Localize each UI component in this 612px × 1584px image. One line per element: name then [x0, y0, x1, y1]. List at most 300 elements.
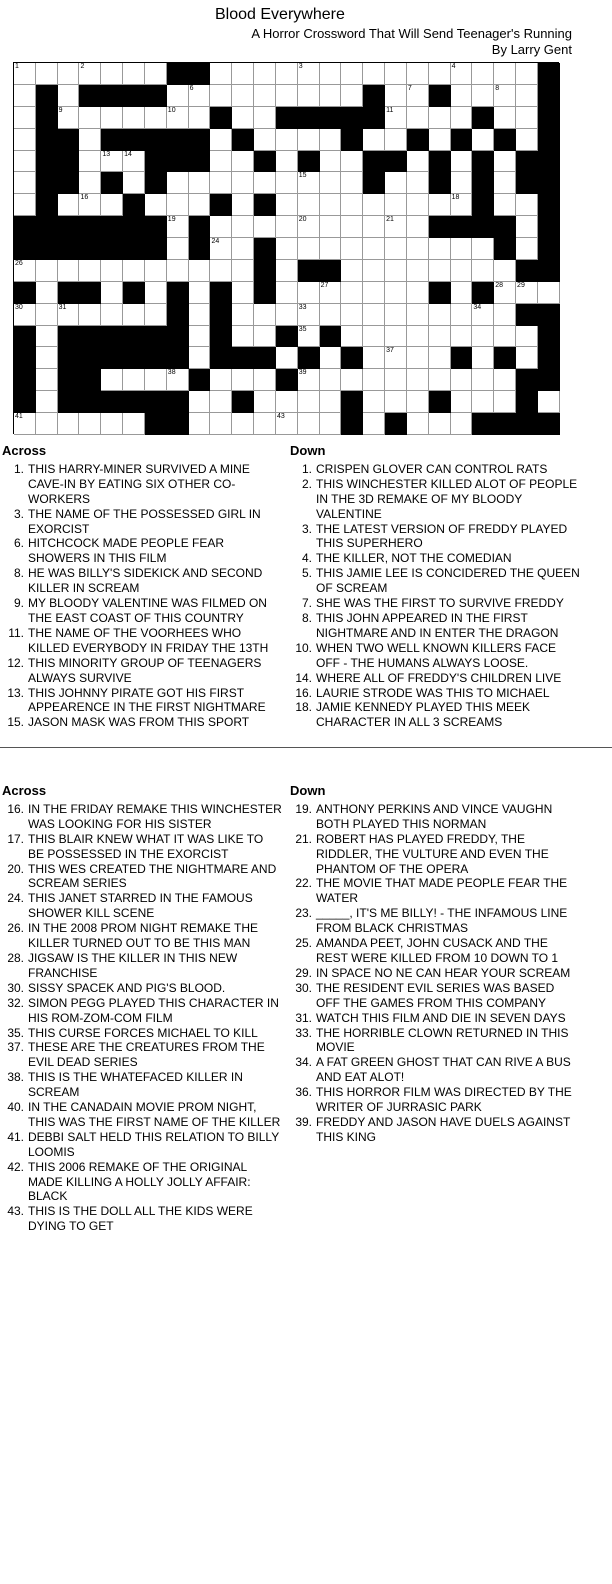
grid-cell[interactable]	[494, 260, 516, 282]
clue-number: 29	[517, 281, 525, 289]
grid-cell[interactable]	[101, 107, 123, 129]
grid-cell[interactable]	[167, 172, 189, 194]
grid-cell[interactable]	[407, 282, 429, 304]
grid-cell[interactable]	[210, 391, 232, 413]
grid-cell[interactable]	[385, 85, 407, 107]
grid-cell[interactable]	[451, 194, 473, 216]
grid-cell[interactable]	[276, 216, 298, 238]
grid-cell[interactable]	[79, 304, 101, 326]
grid-cell[interactable]	[167, 216, 189, 238]
grid-cell[interactable]	[341, 151, 363, 173]
grid-cell[interactable]	[451, 172, 473, 194]
grid-cell[interactable]	[363, 129, 385, 151]
grid-cell[interactable]	[14, 413, 36, 435]
grid-cell[interactable]	[451, 391, 473, 413]
grid-cell[interactable]	[145, 282, 167, 304]
grid-cell[interactable]	[451, 282, 473, 304]
grid-cell[interactable]	[101, 194, 123, 216]
grid-cell[interactable]	[363, 413, 385, 435]
grid-cell[interactable]	[123, 304, 145, 326]
grid-cell[interactable]	[407, 85, 429, 107]
grid-cell[interactable]	[36, 391, 58, 413]
grid-cell[interactable]	[298, 172, 320, 194]
grid-cell[interactable]	[320, 347, 342, 369]
grid-cell[interactable]	[58, 85, 80, 107]
grid-cell[interactable]	[385, 347, 407, 369]
grid-cell[interactable]	[385, 194, 407, 216]
grid-cell[interactable]	[189, 282, 211, 304]
grid-cell[interactable]	[58, 107, 80, 129]
grid-cell[interactable]	[189, 304, 211, 326]
grid-cell[interactable]	[14, 129, 36, 151]
grid-cell[interactable]	[407, 151, 429, 173]
grid-cell[interactable]	[516, 194, 538, 216]
grid-cell[interactable]	[538, 391, 560, 413]
grid-cell[interactable]	[363, 369, 385, 391]
grid-cell[interactable]	[167, 107, 189, 129]
grid-cell[interactable]	[210, 151, 232, 173]
grid-cell[interactable]	[210, 260, 232, 282]
grid-block	[79, 347, 101, 369]
grid-cell[interactable]	[363, 238, 385, 260]
grid-cell[interactable]	[341, 260, 363, 282]
grid-cell[interactable]	[210, 63, 232, 85]
grid-cell[interactable]	[79, 413, 101, 435]
grid-cell[interactable]	[363, 304, 385, 326]
grid-cell[interactable]	[276, 85, 298, 107]
grid-cell[interactable]	[385, 282, 407, 304]
grid-cell[interactable]	[472, 369, 494, 391]
grid-cell[interactable]	[451, 369, 473, 391]
grid-cell[interactable]	[429, 194, 451, 216]
grid-cell[interactable]	[58, 304, 80, 326]
grid-cell[interactable]	[320, 413, 342, 435]
grid-cell[interactable]	[189, 260, 211, 282]
grid-block	[58, 326, 80, 348]
grid-cell[interactable]	[210, 413, 232, 435]
grid-block	[538, 85, 560, 107]
clue-item	[290, 1011, 580, 1026]
grid-cell[interactable]	[79, 194, 101, 216]
grid-cell[interactable]	[472, 129, 494, 151]
grid-cell[interactable]	[407, 391, 429, 413]
grid-cell[interactable]	[298, 194, 320, 216]
grid-cell[interactable]	[254, 85, 276, 107]
grid-cell[interactable]	[36, 413, 58, 435]
grid-cell[interactable]	[14, 304, 36, 326]
grid-cell[interactable]	[385, 326, 407, 348]
grid-cell[interactable]	[429, 413, 451, 435]
grid-cell[interactable]	[516, 326, 538, 348]
grid-cell[interactable]	[298, 304, 320, 326]
grid-block	[538, 347, 560, 369]
grid-cell[interactable]	[363, 194, 385, 216]
across-clues-page1	[2, 444, 282, 730]
clue-text: THIS JAMIE LEE IS CONCIDERED THE QUEEN OF SCREAM	[316, 566, 580, 596]
grid-cell[interactable]	[123, 172, 145, 194]
grid-cell[interactable]	[232, 369, 254, 391]
grid-cell[interactable]	[232, 413, 254, 435]
grid-cell[interactable]	[385, 369, 407, 391]
grid-cell[interactable]	[101, 413, 123, 435]
grid-cell[interactable]	[494, 85, 516, 107]
grid-cell[interactable]	[101, 282, 123, 304]
grid-cell[interactable]	[516, 282, 538, 304]
clue-text: HE WAS BILLY'S SIDEKICK AND SECOND KILLER IN SCREAM	[28, 566, 263, 596]
grid-cell[interactable]	[123, 260, 145, 282]
grid-block	[145, 85, 167, 107]
grid-cell[interactable]	[145, 260, 167, 282]
grid-cell[interactable]	[298, 391, 320, 413]
grid-cell[interactable]	[167, 85, 189, 107]
grid-cell[interactable]	[363, 391, 385, 413]
grid-cell[interactable]	[429, 238, 451, 260]
clue-number: 38	[167, 369, 176, 377]
grid-cell[interactable]	[123, 63, 145, 85]
grid-cell[interactable]	[101, 304, 123, 326]
grid-cell[interactable]	[36, 63, 58, 85]
grid-cell[interactable]	[451, 260, 473, 282]
grid-cell[interactable]	[429, 304, 451, 326]
grid-cell[interactable]	[341, 282, 363, 304]
grid-cell[interactable]	[254, 107, 276, 129]
grid-cell[interactable]	[254, 129, 276, 151]
grid-cell[interactable]	[210, 216, 232, 238]
grid-cell[interactable]	[407, 107, 429, 129]
grid-cell[interactable]	[407, 216, 429, 238]
grid-cell[interactable]	[167, 238, 189, 260]
grid-cell[interactable]	[429, 129, 451, 151]
grid-cell[interactable]	[276, 304, 298, 326]
grid-cell[interactable]	[79, 172, 101, 194]
grid-cell[interactable]	[341, 304, 363, 326]
grid-cell[interactable]	[232, 151, 254, 173]
grid-cell[interactable]	[385, 129, 407, 151]
grid-cell[interactable]	[407, 172, 429, 194]
grid-cell[interactable]	[341, 194, 363, 216]
grid-cell[interactable]	[320, 369, 342, 391]
grid-cell[interactable]	[145, 107, 167, 129]
grid-cell[interactable]	[210, 238, 232, 260]
grid-cell[interactable]	[407, 413, 429, 435]
grid-cell[interactable]	[451, 413, 473, 435]
grid-cell[interactable]	[189, 172, 211, 194]
grid-cell[interactable]	[407, 260, 429, 282]
grid-cell[interactable]	[320, 216, 342, 238]
grid-cell[interactable]	[79, 129, 101, 151]
grid-cell[interactable]	[36, 304, 58, 326]
grid-cell[interactable]	[145, 194, 167, 216]
grid-cell[interactable]	[341, 369, 363, 391]
grid-cell[interactable]	[123, 413, 145, 435]
grid-cell[interactable]	[189, 326, 211, 348]
grid-cell[interactable]	[363, 347, 385, 369]
grid-cell[interactable]	[58, 413, 80, 435]
grid-cell[interactable]	[407, 369, 429, 391]
grid-cell[interactable]	[210, 129, 232, 151]
grid-cell[interactable]	[407, 347, 429, 369]
clue-number: 7	[407, 84, 412, 92]
grid-cell[interactable]	[320, 129, 342, 151]
grid-cell[interactable]	[516, 85, 538, 107]
grid-cell[interactable]	[36, 369, 58, 391]
grid-block	[538, 304, 560, 326]
grid-cell[interactable]	[58, 63, 80, 85]
grid-cell[interactable]	[320, 282, 342, 304]
grid-cell[interactable]	[494, 282, 516, 304]
grid-cell[interactable]	[276, 413, 298, 435]
grid-cell[interactable]	[254, 172, 276, 194]
clue-text: THIS MINORITY GROUP OF TEENAGERS ALWAYS SURVIVE	[28, 655, 262, 685]
grid-cell[interactable]	[385, 63, 407, 85]
grid-cell[interactable]	[341, 172, 363, 194]
grid-cell[interactable]	[276, 194, 298, 216]
grid-cell[interactable]	[254, 304, 276, 326]
grid-cell[interactable]	[189, 391, 211, 413]
grid-cell[interactable]	[472, 391, 494, 413]
grid-cell[interactable]	[254, 63, 276, 85]
grid-cell[interactable]	[232, 63, 254, 85]
grid-cell[interactable]	[429, 347, 451, 369]
grid-cell[interactable]	[320, 304, 342, 326]
grid-cell[interactable]	[210, 85, 232, 107]
grid-cell[interactable]	[429, 260, 451, 282]
grid-cell[interactable]	[494, 63, 516, 85]
grid-cell[interactable]	[385, 260, 407, 282]
clue-number-label: 31.	[295, 1010, 312, 1025]
grid-cell[interactable]	[407, 238, 429, 260]
grid-cell[interactable]	[363, 63, 385, 85]
grid-cell[interactable]	[232, 85, 254, 107]
grid-cell[interactable]	[341, 238, 363, 260]
grid-cell[interactable]	[189, 194, 211, 216]
grid-cell[interactable]	[494, 391, 516, 413]
grid-cell[interactable]	[385, 172, 407, 194]
grid-block	[58, 347, 80, 369]
grid-cell[interactable]	[429, 369, 451, 391]
grid-cell[interactable]	[189, 107, 211, 129]
grid-cell[interactable]	[516, 347, 538, 369]
grid-cell[interactable]	[298, 369, 320, 391]
grid-cell[interactable]	[232, 172, 254, 194]
grid-cell[interactable]	[232, 282, 254, 304]
grid-cell[interactable]	[363, 216, 385, 238]
grid-cell[interactable]	[101, 260, 123, 282]
grid-cell[interactable]	[407, 194, 429, 216]
grid-cell[interactable]	[320, 172, 342, 194]
grid-cell[interactable]	[189, 85, 211, 107]
grid-cell[interactable]	[232, 326, 254, 348]
grid-cell[interactable]	[145, 304, 167, 326]
grid-cell[interactable]	[341, 85, 363, 107]
grid-cell[interactable]	[472, 304, 494, 326]
grid-cell[interactable]	[472, 326, 494, 348]
grid-cell[interactable]	[407, 63, 429, 85]
grid-block	[167, 304, 189, 326]
grid-cell[interactable]	[516, 129, 538, 151]
grid-cell[interactable]	[451, 304, 473, 326]
grid-cell[interactable]	[36, 282, 58, 304]
grid-cell[interactable]	[451, 151, 473, 173]
grid-cell[interactable]	[101, 63, 123, 85]
grid-block	[538, 216, 560, 238]
grid-cell[interactable]	[101, 151, 123, 173]
grid-cell[interactable]	[320, 151, 342, 173]
grid-cell[interactable]	[276, 282, 298, 304]
grid-cell[interactable]	[429, 326, 451, 348]
grid-cell[interactable]	[232, 304, 254, 326]
grid-cell[interactable]	[123, 151, 145, 173]
grid-cell[interactable]	[341, 326, 363, 348]
clue-text: MY BLOODY VALENTINE WAS FILMED ON THE EAST COAST OF THIS COUNTRY	[28, 596, 267, 625]
grid-cell[interactable]	[298, 129, 320, 151]
grid-cell[interactable]	[472, 238, 494, 260]
grid-block	[36, 172, 58, 194]
grid-cell[interactable]	[254, 326, 276, 348]
grid-cell[interactable]	[494, 107, 516, 129]
grid-cell[interactable]	[385, 216, 407, 238]
grid-cell[interactable]	[363, 260, 385, 282]
grid-cell[interactable]	[167, 260, 189, 282]
grid-cell[interactable]	[298, 238, 320, 260]
grid-cell[interactable]	[385, 391, 407, 413]
grid-cell[interactable]	[145, 369, 167, 391]
grid-cell[interactable]	[451, 63, 473, 85]
grid-cell[interactable]	[429, 107, 451, 129]
grid-cell[interactable]	[254, 369, 276, 391]
grid-block	[232, 347, 254, 369]
grid-cell[interactable]	[79, 63, 101, 85]
grid-cell[interactable]	[538, 282, 560, 304]
grid-cell[interactable]	[494, 326, 516, 348]
grid-cell[interactable]	[472, 260, 494, 282]
grid-cell[interactable]	[341, 63, 363, 85]
grid-cell[interactable]	[14, 172, 36, 194]
clue-item	[290, 686, 580, 701]
grid-cell[interactable]	[320, 63, 342, 85]
grid-block	[232, 129, 254, 151]
grid-cell[interactable]	[36, 260, 58, 282]
grid-cell[interactable]	[79, 151, 101, 173]
grid-cell[interactable]	[385, 107, 407, 129]
grid-cell[interactable]	[79, 107, 101, 129]
grid-cell[interactable]	[14, 194, 36, 216]
grid-cell[interactable]	[320, 238, 342, 260]
grid-cell[interactable]	[298, 413, 320, 435]
grid-cell[interactable]	[451, 107, 473, 129]
grid-cell[interactable]	[451, 326, 473, 348]
grid-cell[interactable]	[451, 238, 473, 260]
grid-cell[interactable]	[276, 151, 298, 173]
grid-cell[interactable]	[494, 151, 516, 173]
grid-cell[interactable]	[516, 63, 538, 85]
grid-cell[interactable]	[320, 194, 342, 216]
grid-cell[interactable]	[276, 238, 298, 260]
grid-cell[interactable]	[298, 282, 320, 304]
grid-cell[interactable]	[451, 85, 473, 107]
grid-cell[interactable]	[298, 326, 320, 348]
grid-cell[interactable]	[36, 347, 58, 369]
grid-cell[interactable]	[232, 194, 254, 216]
grid-cell[interactable]	[14, 63, 36, 85]
grid-cell[interactable]	[429, 63, 451, 85]
grid-cell[interactable]	[14, 260, 36, 282]
grid-cell[interactable]	[14, 151, 36, 173]
grid-cell[interactable]	[189, 413, 211, 435]
grid-cell[interactable]	[189, 347, 211, 369]
grid-cell[interactable]	[298, 85, 320, 107]
grid-cell[interactable]	[123, 107, 145, 129]
grid-cell[interactable]	[320, 391, 342, 413]
grid-cell[interactable]	[276, 172, 298, 194]
grid-cell[interactable]	[167, 369, 189, 391]
clue-item	[2, 507, 282, 537]
grid-cell[interactable]	[472, 347, 494, 369]
grid-cell[interactable]	[145, 63, 167, 85]
grid-block	[276, 107, 298, 129]
grid-cell[interactable]	[210, 172, 232, 194]
grid-cell[interactable]	[494, 194, 516, 216]
grid-block	[58, 369, 80, 391]
grid-block	[79, 282, 101, 304]
grid-cell[interactable]	[232, 107, 254, 129]
grid-cell[interactable]	[494, 172, 516, 194]
grid-cell[interactable]	[36, 326, 58, 348]
grid-cell[interactable]	[254, 391, 276, 413]
grid-cell[interactable]	[276, 129, 298, 151]
grid-cell[interactable]	[407, 326, 429, 348]
grid-cell[interactable]	[58, 260, 80, 282]
grid-cell[interactable]	[276, 347, 298, 369]
grid-cell[interactable]	[79, 260, 101, 282]
grid-cell[interactable]	[341, 216, 363, 238]
grid-cell[interactable]	[516, 216, 538, 238]
grid-block	[145, 391, 167, 413]
grid-cell[interactable]	[385, 238, 407, 260]
grid-cell[interactable]	[14, 107, 36, 129]
grid-cell[interactable]	[320, 85, 342, 107]
grid-cell[interactable]	[276, 63, 298, 85]
grid-cell[interactable]	[407, 304, 429, 326]
grid-cell[interactable]	[123, 369, 145, 391]
grid-block	[58, 391, 80, 413]
grid-cell[interactable]	[276, 260, 298, 282]
grid-cell[interactable]	[363, 282, 385, 304]
grid-cell[interactable]	[232, 238, 254, 260]
grid-cell[interactable]	[472, 85, 494, 107]
grid-cell[interactable]	[254, 216, 276, 238]
grid-cell[interactable]	[385, 304, 407, 326]
down-heading: Down	[290, 443, 326, 458]
grid-cell[interactable]	[58, 194, 80, 216]
grid-cell[interactable]	[298, 216, 320, 238]
grid-cell[interactable]	[298, 63, 320, 85]
grid-cell[interactable]	[494, 304, 516, 326]
grid-cell[interactable]	[494, 369, 516, 391]
grid-cell[interactable]	[276, 391, 298, 413]
grid-cell[interactable]	[472, 63, 494, 85]
grid-cell[interactable]	[232, 260, 254, 282]
grid-cell[interactable]	[363, 326, 385, 348]
grid-cell[interactable]	[516, 107, 538, 129]
grid-cell[interactable]	[210, 369, 232, 391]
grid-cell[interactable]	[254, 413, 276, 435]
grid-cell[interactable]	[101, 369, 123, 391]
grid-cell[interactable]	[14, 85, 36, 107]
grid-cell[interactable]	[516, 238, 538, 260]
grid-cell[interactable]	[167, 194, 189, 216]
grid-cell[interactable]	[232, 216, 254, 238]
